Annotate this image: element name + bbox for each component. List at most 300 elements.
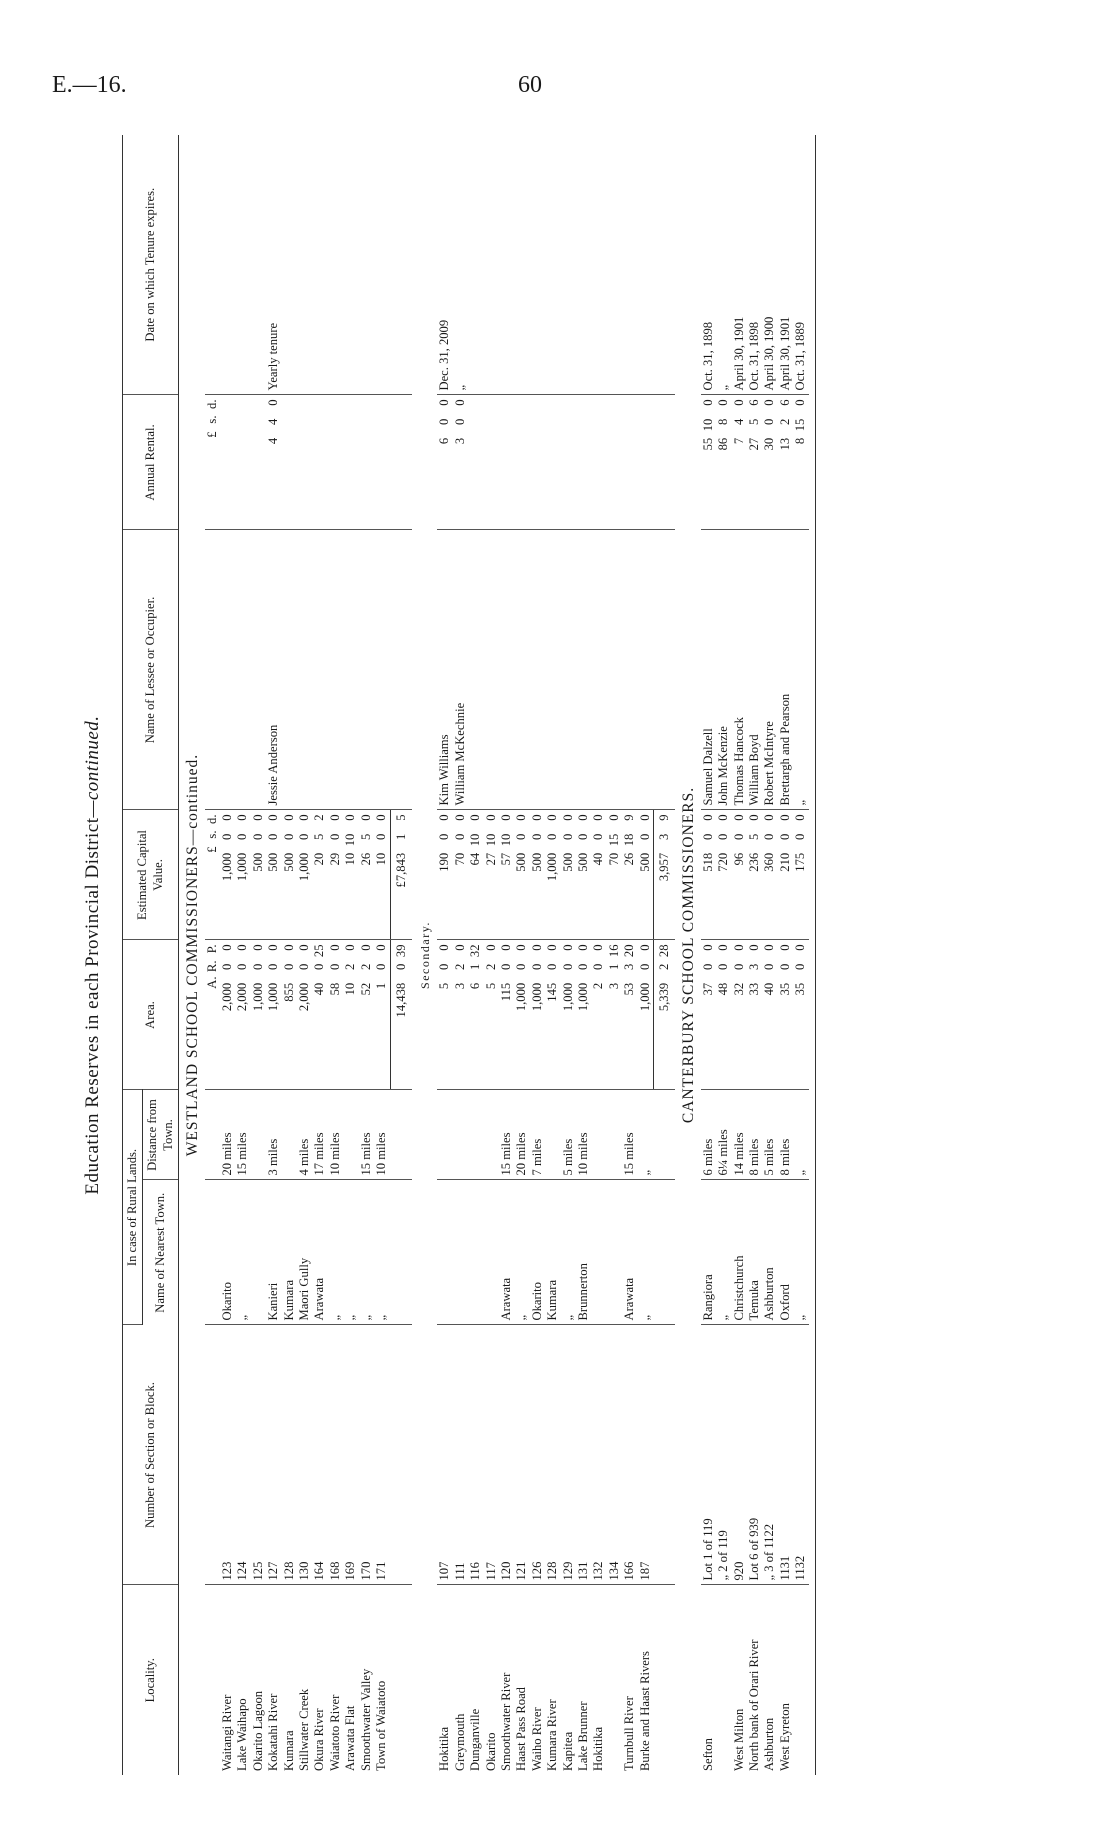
capital-pounds: 500 <box>575 852 590 872</box>
unit-label: s. <box>204 830 219 839</box>
table-row <box>778 135 793 1775</box>
lessee-cell <box>374 530 390 810</box>
nearest-town-cell <box>607 1180 622 1325</box>
unit-label: d. <box>204 399 219 409</box>
lessee-cell: William Boyd <box>747 530 762 810</box>
area-acres: 1,000 <box>575 982 590 1012</box>
distance-cell <box>437 1090 452 1180</box>
page-number: 60 <box>518 72 542 98</box>
locality-cell: Sefton <box>700 1738 715 1771</box>
nearest-town-cell: „ <box>235 1180 250 1325</box>
nearest-town-cell: Oxford <box>778 1180 793 1325</box>
locality-cell: Lake Waihapo <box>235 1698 250 1771</box>
empty-cell <box>654 1325 676 1585</box>
lessee-cell <box>576 530 591 810</box>
lessee-cell <box>312 530 327 810</box>
section-cell: 126 <box>530 1325 545 1585</box>
area-total-cell <box>390 940 412 1090</box>
table-row <box>762 135 777 1775</box>
area-cell <box>561 940 576 1090</box>
area-perches: 0 <box>483 944 498 951</box>
unit-label: d. <box>204 814 219 824</box>
table-row <box>235 135 250 1775</box>
lessee-cell <box>545 530 560 810</box>
annual-rental-cell <box>762 395 777 530</box>
capital-pence: 0 <box>452 814 467 821</box>
lessee-cell <box>282 530 297 810</box>
locality-cell: North bank of Orari River <box>747 1639 762 1771</box>
tenure-expiry-cell <box>638 135 654 395</box>
area-cell <box>468 940 483 1090</box>
area-perches: 0 <box>297 944 312 951</box>
area-perches: 0 <box>747 944 762 951</box>
section-cell: 131 <box>576 1325 591 1585</box>
rotated-table-region <box>74 135 974 1775</box>
area-perches: 0 <box>498 944 513 951</box>
total-pence: 5 <box>393 814 408 821</box>
annual-rental-cell <box>282 395 297 530</box>
header-locality: Locality. <box>123 1585 179 1775</box>
capital-pence: 9 <box>622 814 637 821</box>
area-acres: 115 <box>498 982 513 1002</box>
capital-pence: 0 <box>514 814 529 821</box>
area-cell <box>747 940 762 1090</box>
capital-shillings: 0 <box>266 833 281 840</box>
capital-shillings: 0 <box>762 833 777 840</box>
section-cell: 1131 <box>778 1325 793 1585</box>
capital-pence: 0 <box>250 814 265 821</box>
tenure-expiry-cell <box>312 135 327 395</box>
nearest-town-cell: Brunnerton <box>576 1180 591 1325</box>
distance-cell <box>453 1090 468 1180</box>
capital-shillings: 0 <box>793 833 808 840</box>
distance-cell <box>468 1090 483 1180</box>
rental-pence: 0 <box>716 399 731 406</box>
rental-pounds: 55 <box>700 437 715 451</box>
nearest-town-cell: „ <box>374 1180 390 1325</box>
distance-cell: 15 miles <box>359 1090 374 1180</box>
lessee-cell: Samuel Dalzell <box>701 530 716 810</box>
area-acres: 1 <box>374 982 389 990</box>
annual-rental-cell <box>499 395 514 530</box>
table-row <box>251 135 266 1775</box>
area-perches: 0 <box>327 944 342 951</box>
annual-rental-cell <box>747 395 762 530</box>
area-perches: 0 <box>762 944 777 951</box>
capital-pounds: 500 <box>266 852 281 872</box>
capital-value-cell <box>484 810 499 940</box>
capital-value-cell <box>732 810 747 940</box>
capital-pence: 0 <box>777 814 792 821</box>
total-roods: 2 <box>657 963 671 970</box>
tenure-expiry-cell <box>235 135 250 395</box>
capital-shillings: 0 <box>560 833 575 840</box>
area-acres: 855 <box>281 982 296 1002</box>
total-pounds: £7,843 <box>393 852 408 888</box>
capital-value-cell <box>437 810 452 940</box>
tenure-expiry-cell <box>545 135 560 395</box>
capital-pounds: 720 <box>716 852 731 872</box>
section-cell: 111 <box>453 1325 468 1585</box>
area-cell <box>374 940 390 1090</box>
distance-cell: 14 miles <box>732 1090 747 1180</box>
section-heading-westland <box>179 135 205 1775</box>
table-row <box>607 135 622 1775</box>
locality-cell: Ashburton <box>762 1717 777 1771</box>
capital-pounds: 518 <box>700 852 715 872</box>
capital-shillings: 0 <box>777 833 792 840</box>
total-acres: 14,438 <box>393 982 408 1018</box>
distance-cell: 15 miles <box>235 1090 250 1180</box>
distance-cell <box>545 1090 560 1180</box>
area-acres: 10 <box>343 982 358 996</box>
tenure-expiry-cell <box>622 135 637 395</box>
distance-cell: 20 miles <box>220 1090 235 1180</box>
tenure-expiry-cell: April 30, 1901 <box>732 135 747 395</box>
capital-pounds: 500 <box>281 852 296 872</box>
area-cell <box>762 940 777 1090</box>
area-roods: 0 <box>327 963 342 970</box>
tenure-expiry-cell <box>484 135 499 395</box>
title-main: Education Reserves in each Provincial District <box>82 817 103 1195</box>
rental-pence: 0 <box>437 399 452 406</box>
table-row <box>328 135 343 1775</box>
tenure-expiry-cell: Oct. 31, 1898 <box>747 135 762 395</box>
annual-rental-cell <box>328 395 343 530</box>
distance-cell: 17 miles <box>312 1090 327 1180</box>
nearest-town-cell: Okarito <box>220 1180 235 1325</box>
locality-cell: Kapitea <box>560 1731 575 1771</box>
capital-pounds: 500 <box>560 852 575 872</box>
capital-pence: 2 <box>312 814 327 821</box>
area-roods: 2 <box>483 963 498 970</box>
capital-value-cell <box>622 810 637 940</box>
area-acres: 1,000 <box>266 982 281 1012</box>
rental-pence: 0 <box>762 399 777 406</box>
unit-label: A. <box>204 976 219 989</box>
capital-pounds: 500 <box>529 852 544 872</box>
area-acres: 145 <box>545 982 560 1002</box>
area-acres: 35 <box>793 982 808 996</box>
area-cell <box>514 940 529 1090</box>
area-perches: 0 <box>637 944 652 951</box>
area-acres: 2,000 <box>297 982 312 1012</box>
area-roods: 0 <box>700 963 715 970</box>
capital-pounds: 64 <box>468 852 483 866</box>
units-cell <box>205 530 220 810</box>
area-perches: 0 <box>700 944 715 951</box>
capital-pounds: 70 <box>452 852 467 866</box>
annual-rental-cell <box>576 395 591 530</box>
capital-shillings: 10 <box>483 833 498 847</box>
table-end-rule <box>809 135 816 1775</box>
area-acres: 35 <box>777 982 792 996</box>
area-perches: 0 <box>514 944 529 951</box>
section-heading-secondary-text: Secondary. <box>417 921 432 989</box>
locality-cell: Okarito Lagoon <box>250 1690 265 1771</box>
capital-pounds: 210 <box>777 852 792 872</box>
distance-cell <box>591 1090 606 1180</box>
section-cell: 117 <box>484 1325 499 1585</box>
nearest-town-cell: „ <box>793 1180 808 1325</box>
rental-pounds: 8 <box>793 437 808 445</box>
area-acres: 52 <box>358 982 373 996</box>
section-cell: 128 <box>282 1325 297 1585</box>
section-cell: 171 <box>374 1325 390 1585</box>
capital-shillings: 0 <box>529 833 544 840</box>
capital-shillings: 0 <box>297 833 312 840</box>
rental-pounds: 7 <box>731 437 746 445</box>
nearest-town-cell: „ <box>359 1180 374 1325</box>
area-cell <box>793 940 808 1090</box>
locality-cell: West Milton <box>731 1708 746 1771</box>
area-perches: 25 <box>312 944 327 958</box>
annual-rental-cell <box>561 395 576 530</box>
rental-pounds: 27 <box>747 437 762 451</box>
section-heading-canterbury <box>675 135 700 1775</box>
header-area: Area. <box>123 940 179 1090</box>
section-cell: 187 <box>638 1325 654 1585</box>
nearest-town-cell: „ <box>638 1180 654 1325</box>
annual-rental-cell <box>359 395 374 530</box>
distance-cell: 6¼ miles <box>716 1090 731 1180</box>
locality-cell: Okarito <box>483 1732 498 1771</box>
table-row <box>732 135 747 1775</box>
tenure-expiry-cell: April 30, 1900 <box>762 135 777 395</box>
area-perches: 0 <box>281 944 296 951</box>
area-roods: 0 <box>777 963 792 970</box>
table-row <box>576 135 591 1775</box>
annual-rental-cell <box>530 395 545 530</box>
capital-shillings: 0 <box>700 833 715 840</box>
nearest-town-cell <box>484 1180 499 1325</box>
distance-cell: 5 miles <box>561 1090 576 1180</box>
empty-cell <box>390 1090 412 1180</box>
area-acres: 53 <box>622 982 637 996</box>
section-heading-canterbury-text: CANTERBURY SCHOOL COMMISSIONERS. <box>680 786 698 1124</box>
area-cell <box>266 940 281 1090</box>
lessee-cell <box>484 530 499 810</box>
capital-shillings: 10 <box>343 833 358 847</box>
capital-value-cell <box>591 810 606 940</box>
rental-shillings: 15 <box>793 418 808 432</box>
area-roods: 0 <box>762 963 777 970</box>
rental-pence: 0 <box>731 399 746 406</box>
section-heading-westland-text: WESTLAND SCHOOL COMMISSIONERS—continued. <box>184 753 202 1157</box>
table-row <box>499 135 514 1775</box>
area-roods: 0 <box>716 963 731 970</box>
capital-pounds: 175 <box>793 852 808 872</box>
header-distance: Distance from Town. <box>143 1090 179 1180</box>
capital-pence: 0 <box>747 814 762 821</box>
capital-value-cell <box>530 810 545 940</box>
table-row <box>297 135 312 1775</box>
capital-value-cell <box>328 810 343 940</box>
annual-rental-cell <box>793 395 808 530</box>
distance-cell <box>282 1090 297 1180</box>
capital-pence: 0 <box>529 814 544 821</box>
area-cell <box>297 940 312 1090</box>
capital-value-cell <box>453 810 468 940</box>
total-pence: 9 <box>657 814 671 821</box>
section-cell: 124 <box>235 1325 250 1585</box>
area-roods: 0 <box>281 963 296 970</box>
nearest-town-cell: Kanieri <box>266 1180 281 1325</box>
section-cell: 134 <box>607 1325 622 1585</box>
area-roods: 1 <box>606 963 621 970</box>
empty-cell <box>654 135 676 395</box>
locality-cell: Waiatoto River <box>327 1694 342 1771</box>
capital-shillings: 10 <box>468 833 483 847</box>
capital-value-cell <box>561 810 576 940</box>
capital-pounds: 500 <box>514 852 529 872</box>
total-shillings: 1 <box>393 833 408 840</box>
capital-pence: 0 <box>762 814 777 821</box>
nearest-town-cell: „ <box>716 1180 731 1325</box>
capital-value-cell <box>701 810 716 940</box>
empty-cell <box>654 1180 676 1325</box>
area-roods: 0 <box>575 963 590 970</box>
lessee-cell <box>622 530 637 810</box>
end-rule-cell <box>809 135 816 1775</box>
area-perches: 0 <box>266 944 281 951</box>
capital-shillings: 0 <box>545 833 560 840</box>
annual-rental-cell <box>716 395 731 530</box>
area-acres: 40 <box>312 982 327 996</box>
distance-cell: 8 miles <box>747 1090 762 1180</box>
section-cell: 128 <box>545 1325 560 1585</box>
annual-rental-cell <box>374 395 390 530</box>
header-expires: Date on which Tenure expires. <box>123 135 179 395</box>
area-total-cell <box>654 940 676 1090</box>
header-section: Number of Section or Block. <box>123 1325 179 1585</box>
annual-rental-cell <box>778 395 793 530</box>
tenure-expiry-cell <box>468 135 483 395</box>
area-acres: 32 <box>731 982 746 996</box>
nearest-town-cell: Arawata <box>312 1180 327 1325</box>
lessee-cell: „ <box>793 530 808 810</box>
capital-value-cell <box>374 810 390 940</box>
capital-pounds: 500 <box>637 852 652 872</box>
table-row <box>266 135 281 1775</box>
table-row <box>220 135 235 1775</box>
area-roods: 3 <box>622 963 637 970</box>
capital-pence: 0 <box>498 814 513 821</box>
distance-cell: „ <box>638 1090 654 1180</box>
area-acres: 5 <box>437 982 452 990</box>
capital-pence: 0 <box>468 814 483 821</box>
area-acres: 1,000 <box>560 982 575 1012</box>
tenure-expiry-cell: April 30, 1901 <box>778 135 793 395</box>
table-row <box>312 135 327 1775</box>
header-rural-group: In case of Rural Lands. <box>123 1090 143 1325</box>
capital-value-cell <box>251 810 266 940</box>
units-cell <box>205 395 220 530</box>
tenure-expiry-cell: Dec. 31, 2009 <box>437 135 452 395</box>
area-roods: 0 <box>560 963 575 970</box>
units-cell <box>205 810 220 940</box>
capital-pence: 0 <box>575 814 590 821</box>
capital-pence: 0 <box>327 814 342 821</box>
distance-cell: 3 miles <box>266 1090 281 1180</box>
capital-total-cell <box>390 810 412 940</box>
lessee-cell <box>235 530 250 810</box>
tenure-expiry-cell: Oct. 31, 1898 <box>701 135 716 395</box>
area-acres: 58 <box>327 982 342 996</box>
area-roods: 0 <box>545 963 560 970</box>
distance-cell: 6 miles <box>701 1090 716 1180</box>
area-roods: 0 <box>591 963 606 970</box>
capital-value-cell <box>220 810 235 940</box>
tenure-expiry-cell <box>328 135 343 395</box>
rental-pence: 0 <box>700 399 715 406</box>
rental-shillings: 0 <box>437 418 452 425</box>
capital-shillings: 18 <box>622 833 637 847</box>
area-perches: 0 <box>343 944 358 951</box>
capital-value-cell <box>499 810 514 940</box>
header-lessee: Name of Lessee or Occupier. <box>123 530 179 810</box>
capital-pence: 0 <box>235 814 250 821</box>
rental-shillings: 4 <box>731 418 746 425</box>
area-cell <box>453 940 468 1090</box>
capital-shillings: 0 <box>514 833 529 840</box>
rental-shillings: 4 <box>266 418 281 425</box>
locality-cell: Dunganville <box>468 1708 483 1771</box>
rental-pence: 0 <box>266 399 281 406</box>
annual-rental-cell <box>732 395 747 530</box>
nearest-town-cell: Temuka <box>747 1180 762 1325</box>
table-row <box>530 135 545 1775</box>
table-row <box>359 135 374 1775</box>
capital-pence: 0 <box>606 814 621 821</box>
area-perches: 0 <box>545 944 560 951</box>
annual-rental-cell <box>514 395 529 530</box>
capital-shillings: 0 <box>374 833 389 840</box>
tenure-expiry-cell <box>297 135 312 395</box>
area-roods: 0 <box>220 963 235 970</box>
area-cell <box>591 940 606 1090</box>
capital-pence: 0 <box>716 814 731 821</box>
capital-value-cell <box>282 810 297 940</box>
section-cell: 120 <box>499 1325 514 1585</box>
rental-shillings: 0 <box>452 418 467 425</box>
capital-value-cell <box>793 810 808 940</box>
area-acres: 33 <box>747 982 762 996</box>
lessee-cell: Robert McIntyre <box>762 530 777 810</box>
area-roods: 3 <box>747 963 762 970</box>
tenure-expiry-cell <box>499 135 514 395</box>
capital-pounds: 20 <box>312 852 327 866</box>
section-cell: 121 <box>514 1325 529 1585</box>
capital-shillings: 0 <box>637 833 652 840</box>
lessee-cell <box>514 530 529 810</box>
tenure-expiry-cell: Yearly tenure <box>266 135 281 395</box>
tenure-expiry-cell: Oct. 31, 1889 <box>793 135 808 395</box>
capital-value-cell <box>545 810 560 940</box>
empty-cell <box>654 1585 676 1775</box>
units-cell <box>205 1325 220 1585</box>
area-perches: 0 <box>250 944 265 951</box>
capital-shillings: 0 <box>235 833 250 840</box>
distance-cell: 20 miles <box>514 1090 529 1180</box>
area-roods: 2 <box>358 963 373 970</box>
rental-pounds: 30 <box>762 437 777 451</box>
tenure-expiry-cell: „ <box>453 135 468 395</box>
table-row <box>561 135 576 1775</box>
area-roods: 0 <box>514 963 529 970</box>
area-roods: 0 <box>437 963 452 970</box>
rental-pounds: 86 <box>716 437 731 451</box>
